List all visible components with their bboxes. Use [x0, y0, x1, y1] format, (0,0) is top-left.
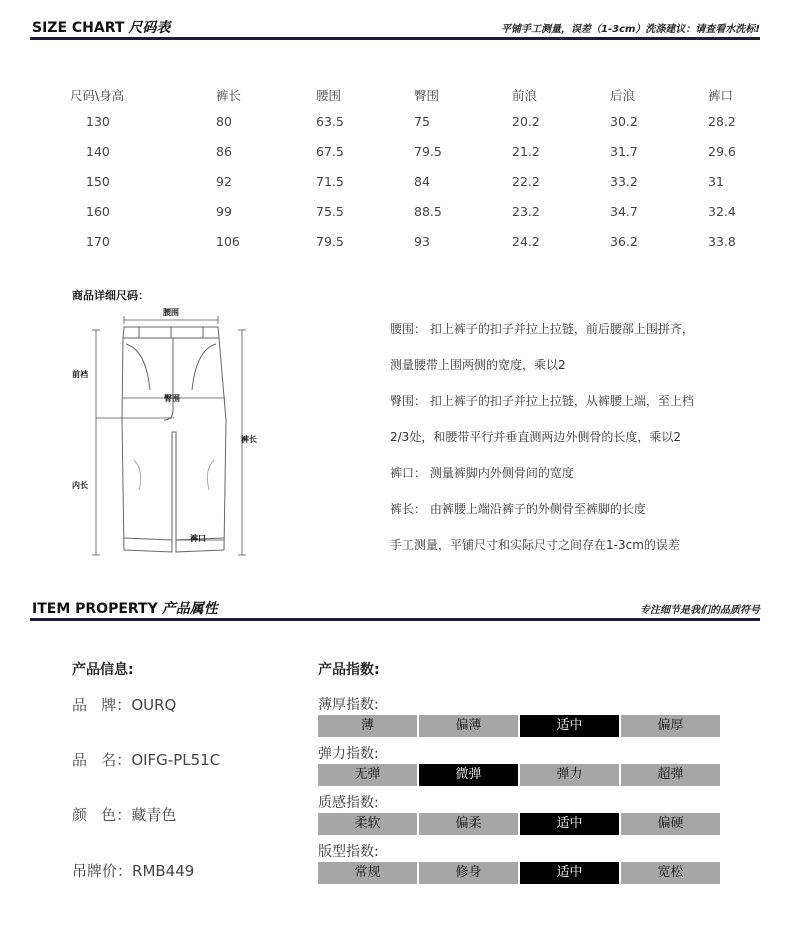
index-option: 适中: [520, 715, 619, 737]
pants-measurement-diagram: [64, 300, 274, 570]
index-option: 宽松: [621, 862, 720, 884]
index-option: 超弹: [621, 764, 720, 786]
header-back-rise: 后浪: [610, 88, 636, 103]
table-cell: 92: [216, 173, 232, 189]
desc-line: 手工测量，平铺尺寸和实际尺寸之间存在1-3cm的误差: [390, 538, 680, 552]
index-option: 偏柔: [419, 813, 518, 835]
info-label: 品 名：: [72, 751, 132, 769]
size-table-header-row: [70, 84, 788, 106]
table-cell: 23.2: [512, 203, 540, 219]
info-label: 吊牌价：: [72, 862, 133, 880]
table-cell: 75: [414, 113, 430, 129]
index-bar-texture: [318, 813, 720, 835]
info-color: [72, 804, 176, 825]
index-bar-elasticity: [318, 764, 720, 786]
table-row: [70, 196, 788, 226]
desc-line: 臀围： 扣上裤子的扣子并拉上拉链，从裤腰上端，至上档: [390, 394, 694, 408]
table-cell: 22.2: [512, 173, 540, 189]
desc-line: 裤口： 测量裤脚内外侧骨间的宽度: [390, 466, 574, 480]
table-cell: 75.5: [316, 203, 344, 219]
header-length: 裤长: [216, 88, 242, 103]
table-cell: 170: [86, 233, 110, 249]
index-label-texture: 质感指数:: [318, 795, 379, 811]
table-cell: 86: [216, 143, 232, 159]
desc-line: 腰围： 扣上裤子的扣子并拉上拉链，前后腰部上围拼齐，: [390, 322, 694, 336]
table-row: [70, 226, 788, 256]
table-cell: 150: [86, 173, 110, 189]
index-option: 偏厚: [621, 715, 720, 737]
index-option: 修身: [419, 862, 518, 884]
size-chart-title: [32, 17, 170, 37]
size-chart-title-en: SIZE CHART: [32, 20, 125, 36]
table-cell: 20.2: [512, 113, 540, 129]
index-option: 无弹: [318, 764, 417, 786]
index-option: 弹力: [520, 764, 619, 786]
table-cell: 79.5: [316, 233, 344, 249]
table-row: [70, 136, 788, 166]
table-row: [70, 106, 788, 136]
table-cell: 93: [414, 233, 430, 249]
index-label-fit: 版型指数:: [318, 844, 379, 860]
table-cell: 140: [86, 143, 110, 159]
desc-line: 裤长： 由裤腰上端沿裤子的外侧骨至裤脚的长度: [390, 502, 646, 516]
index-bar-thickness: [318, 715, 720, 737]
table-cell: 71.5: [316, 173, 344, 189]
index-option: 适中: [520, 813, 619, 835]
item-property-note: 专注细节是我们的品质符号: [640, 605, 760, 616]
size-chart-note: 平铺手工测量，误差（1-3cm）洗涤建议：请查看水洗标!: [501, 24, 760, 35]
info-value: 藏青色: [131, 806, 177, 824]
table-cell: 36.2: [610, 233, 638, 249]
product-info-title: 产品信息:: [72, 662, 134, 678]
header-front-rise: 前浪: [512, 88, 538, 103]
index-option: 薄: [318, 715, 417, 737]
size-chart-divider: [30, 37, 760, 40]
table-cell: 29.6: [708, 143, 736, 159]
item-property-title-en: ITEM PROPERTY: [32, 601, 158, 617]
diagram-label-hem: 裤口: [190, 534, 206, 543]
table-cell: 34.7: [610, 203, 638, 219]
index-option: 适中: [520, 862, 619, 884]
header-waist: 腰围: [316, 88, 342, 103]
header-hem: 裤口: [708, 88, 734, 103]
detail-title: 商品详细尺码：: [72, 289, 149, 302]
table-cell: 130: [86, 113, 110, 129]
item-property-title: [32, 598, 218, 618]
index-option: 微弹: [419, 764, 518, 786]
info-label: 品 牌：: [72, 696, 132, 714]
info-product-name: [72, 749, 220, 770]
table-cell: 88.5: [414, 203, 442, 219]
table-cell: 30.2: [610, 113, 638, 129]
table-cell: 32.4: [708, 203, 736, 219]
table-cell: 24.2: [512, 233, 540, 249]
size-table: [70, 84, 788, 256]
index-option: 常规: [318, 862, 417, 884]
table-cell: 33.2: [610, 173, 638, 189]
diagram-label-length: 裤长: [241, 435, 257, 444]
diagram-label-front-rise: 前裆: [72, 370, 88, 379]
size-chart-title-cn: 尺码表: [128, 20, 171, 36]
diagram-label-hip: 臀围: [164, 394, 180, 403]
index-option: 偏硬: [621, 813, 720, 835]
item-property-title-cn: 产品属性: [161, 601, 218, 617]
table-cell: 63.5: [316, 113, 344, 129]
index-option: 偏薄: [419, 715, 518, 737]
table-cell: 31: [708, 173, 724, 189]
diagram-label-waist: 腰围: [163, 308, 179, 317]
table-cell: 28.2: [708, 113, 736, 129]
pants-outline: [122, 338, 226, 552]
table-cell: 31.7: [610, 143, 638, 159]
index-label-thickness: 薄厚指数:: [318, 697, 379, 713]
info-tag-price: [72, 860, 194, 881]
info-value: OURQ: [131, 696, 177, 714]
table-cell: 99: [216, 203, 232, 219]
index-option: 柔软: [318, 813, 417, 835]
table-cell: 106: [216, 233, 240, 249]
table-cell: 84: [414, 173, 430, 189]
desc-line: 2/3处，和腰带平行并垂直测两边外侧骨的长度，乘以2: [390, 430, 681, 444]
item-property-divider: [30, 618, 760, 621]
info-label: 颜 色：: [72, 806, 132, 824]
index-label-elasticity: 弹力指数:: [318, 746, 379, 762]
index-bar-fit: [318, 862, 720, 884]
table-cell: 33.8: [708, 233, 736, 249]
table-cell: 80: [216, 113, 232, 129]
header-hip: 臀围: [414, 88, 440, 103]
info-value: OIFG-PL51C: [131, 751, 221, 769]
header-size-height: 尺码\身高: [70, 88, 125, 103]
table-cell: 21.2: [512, 143, 540, 159]
info-value: RMB449: [132, 862, 195, 880]
product-index-title: 产品指数:: [318, 662, 380, 678]
desc-line: 测量腰带上围两侧的宽度，乘以2: [390, 358, 566, 372]
table-cell: 160: [86, 203, 110, 219]
diagram-label-inseam: 内长: [72, 481, 88, 490]
table-cell: 67.5: [316, 143, 344, 159]
table-cell: 79.5: [414, 143, 442, 159]
table-row: [70, 166, 788, 196]
info-brand: [72, 694, 176, 715]
